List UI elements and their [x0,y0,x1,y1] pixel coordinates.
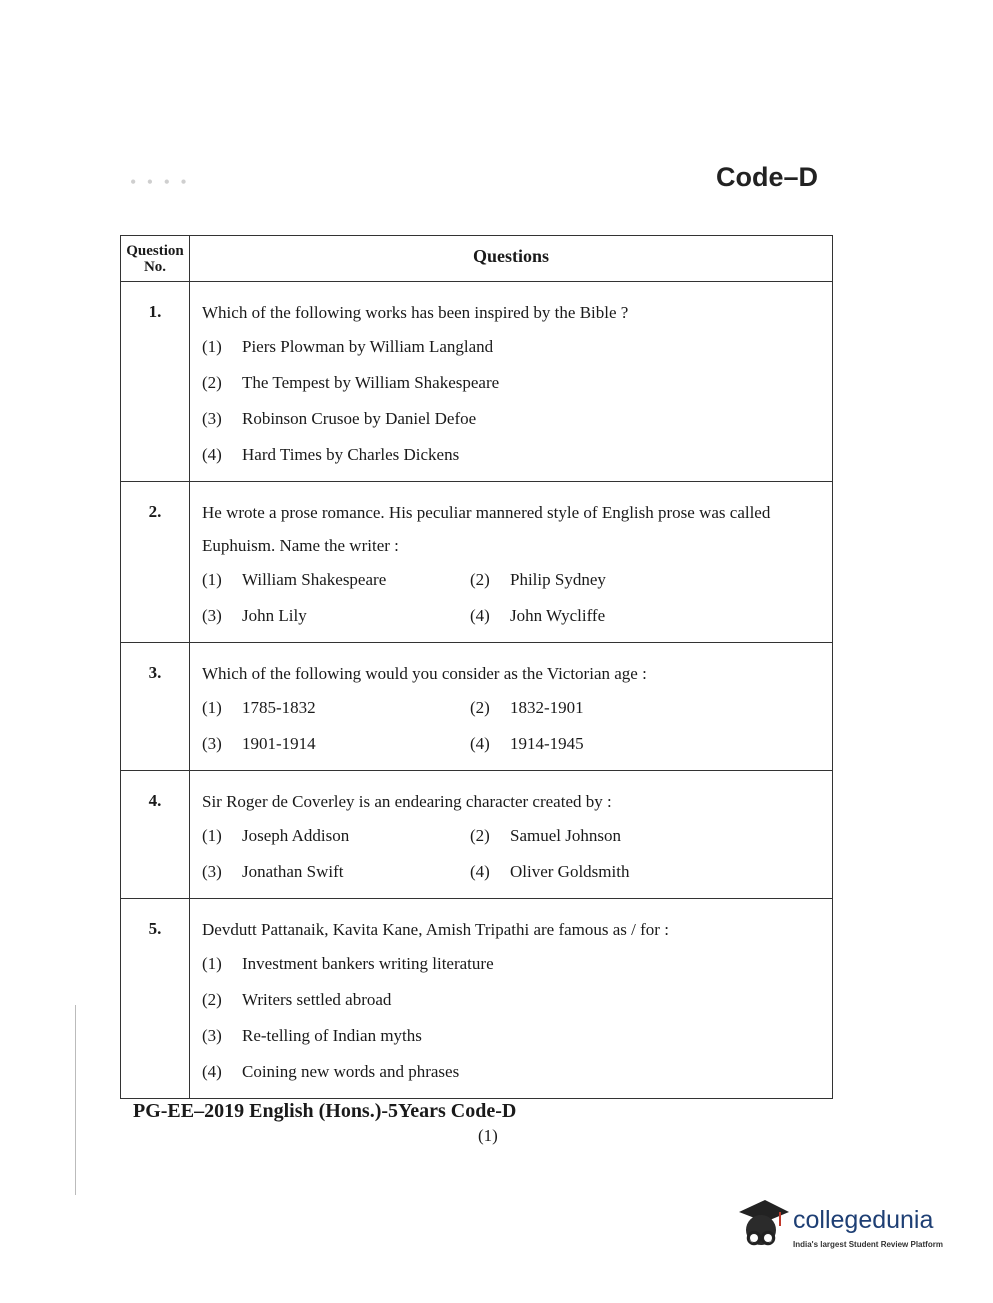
option: (2) Samuel Johnson [470,826,621,845]
option: (3) Re-telling of Indian myths [202,1026,422,1045]
question-number: 4. [121,771,190,899]
question-number: 3. [121,643,190,771]
page-number: (1) [478,1126,498,1145]
question-number: 2. [121,482,190,643]
option: (2) The Tempest by William Shakespeare [202,373,500,392]
option: (4) John Wycliffe [470,606,606,625]
option: (3) Robinson Crusoe by Daniel Defoe [202,409,477,428]
option: (1) 1785-1832 [202,698,316,717]
option: (4) 1914-1945 [470,734,584,753]
question-text: He wrote a prose romance. His peculiar mannered style of English prose was called Euphuism. Name the writer : [202,503,771,555]
question-body [190,771,833,899]
table-header-row [121,236,833,282]
option: (1) Piers Plowman by William Langland [202,337,494,356]
question-body [190,643,833,771]
question-text: Which of the following works has been inspired by the Bible ? [202,303,629,322]
logo-tagline: India's largest Student Review Platform [793,1240,943,1249]
option: (1) Joseph Addison [202,826,350,845]
question-row-2 [121,482,833,643]
question-body [190,482,833,643]
option: (3) 1901-1914 [202,734,316,753]
margin-line [75,1005,76,1195]
option-row [202,690,826,726]
question-row-5 [121,899,833,1099]
option: (4) Coining new words and phrases [202,1062,460,1081]
collegedunia-logo [735,1196,960,1258]
option: (2) Philip Sydney [470,570,606,589]
option: (2) 1832-1901 [470,698,584,717]
question-row-1 [121,282,833,482]
option: (3) Jonathan Swift [202,862,344,881]
question-row-4 [121,771,833,899]
option-row [202,854,826,890]
option: (3) John Lily [202,606,307,625]
questions-header: Questions [190,236,833,282]
logo-wordmark: collegedunia [793,1206,934,1234]
option: (2) Writers settled abroad [202,990,392,1009]
question-number: 5. [121,899,190,1099]
question-no-header: Question No. [121,236,190,282]
question-text: Devdutt Pattanaik, Kavita Kane, Amish Tripathi are famous as / for : [202,920,669,939]
option-row [202,818,826,854]
question-number: 1. [121,282,190,482]
faint-stamp-mark: • • • • [130,172,190,192]
option-row [202,562,826,598]
option-row [202,598,826,634]
question-text: Sir Roger de Coverley is an endearing character created by : [202,792,612,811]
option: (4) Oliver Goldsmith [470,862,630,881]
question-body [190,282,833,482]
paper-code: Code–D [716,162,819,192]
graduate-mascot-icon [735,1196,791,1256]
questions-table [120,235,833,1099]
option-row [202,726,826,762]
question-row-3 [121,643,833,771]
option: (1) William Shakespeare [202,570,387,589]
question-body [190,899,833,1099]
question-text: Which of the following would you consider as the Victorian age : [202,664,647,683]
option: (4) Hard Times by Charles Dickens [202,445,460,464]
paper-footer-title: PG-EE–2019 English (Hons.)-5Years Code-D [133,1100,517,1122]
option: (1) Investment bankers writing literature [202,954,494,973]
